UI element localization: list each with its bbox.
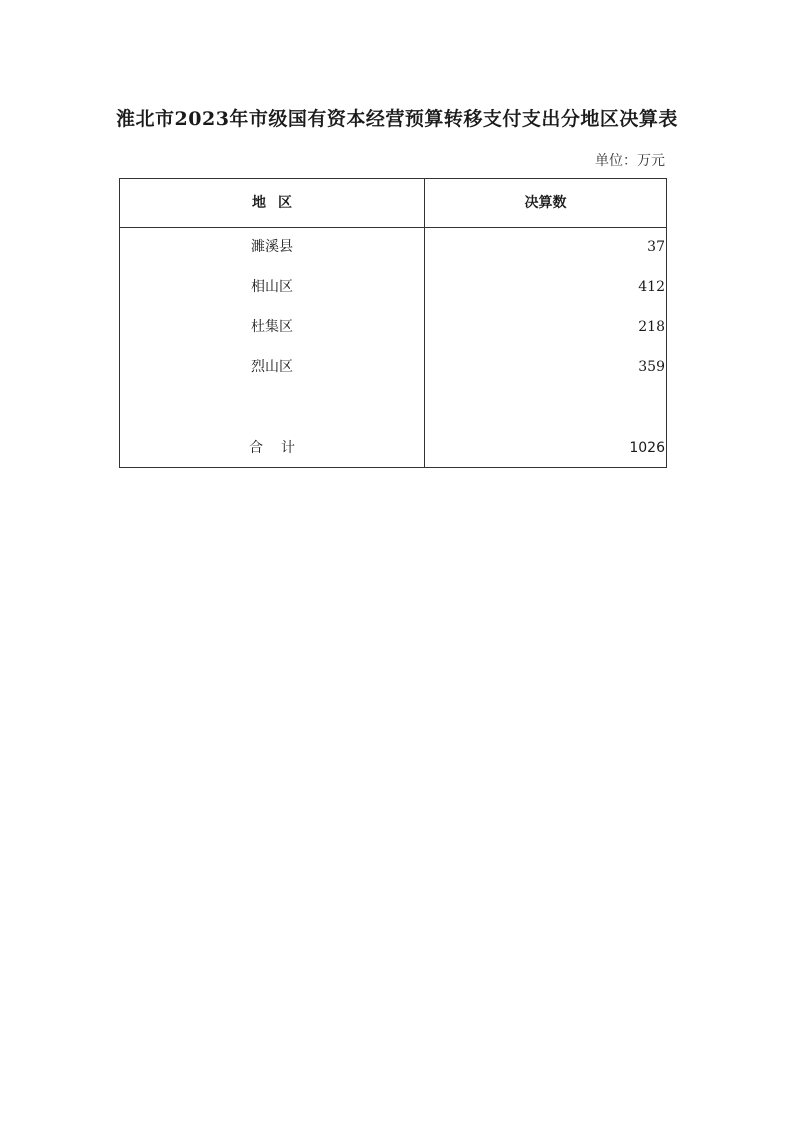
row-amount: 412 xyxy=(638,279,665,295)
row-amount: 37 xyxy=(647,239,665,255)
table-row xyxy=(120,235,666,259)
header-amount: 决算数 xyxy=(524,195,567,211)
row-region: 相山区 xyxy=(251,279,293,295)
row-amount: 218 xyxy=(638,319,665,335)
table-header xyxy=(120,179,666,228)
page-title: 淮北市2023年市级国有资本经营预算转移支付支出分地区决算表 xyxy=(116,108,678,130)
row-amount: 359 xyxy=(638,359,665,375)
row-region: 濉溪县 xyxy=(251,239,293,255)
unit-label: 单位：万元 xyxy=(595,153,665,169)
table-row xyxy=(120,275,666,299)
budget-table xyxy=(119,178,667,468)
header-region: 地区 xyxy=(252,195,304,211)
table-row xyxy=(120,315,666,339)
row-region: 杜集区 xyxy=(251,319,293,335)
total-label: 合计 xyxy=(249,440,313,456)
total-amount: 1026 xyxy=(629,440,665,456)
total-row xyxy=(120,436,666,460)
row-region: 烈山区 xyxy=(251,359,293,375)
table-row xyxy=(120,355,666,379)
